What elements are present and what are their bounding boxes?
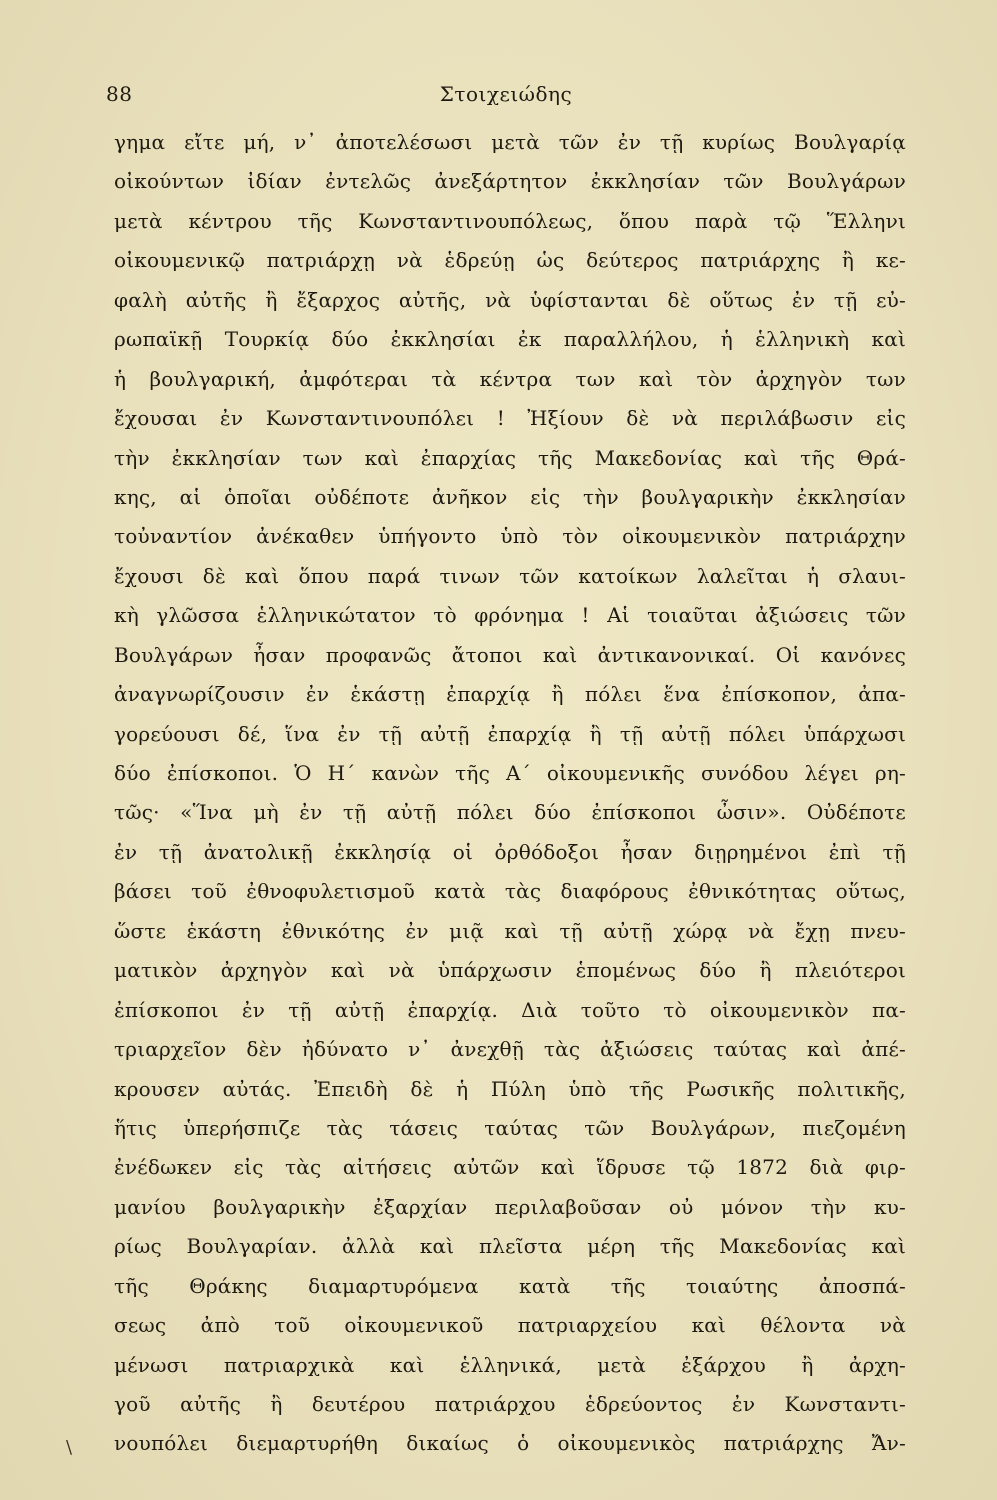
text-line: βάσει τοῦ ἐθνοφυλετισμοῦ κατὰ τὰς διαφόρους ἐθνικότητας οὕτως, <box>114 879 906 904</box>
text-line: τοὐναντίον ἀνέκαθεν ὑπήγοντο ὑπὸ τὸν οἰκουμενικὸν πατριάρχην <box>114 524 906 549</box>
text-line: Βουλγάρων ἦσαν προφανῶς ἄτοποι καὶ ἀντικανονικαί. Οἱ κανόνες <box>114 642 906 667</box>
text-line: ἔχουσι δὲ καὶ ὅπου παρά τινων τῶν κατοίκων λαλεῖται ἡ σλαυι- <box>114 563 906 588</box>
text-line: ἐν τῇ ἀνατολικῇ ἐκκλησίᾳ οἱ ὀρθόδοξοι ἦσαν διῃρημένοι ἐπὶ τῇ <box>114 839 906 864</box>
text-line: ρωπαϊκῇ Τουρκίᾳ δύο ἐκκλησίαι ἐκ παραλλήλου, ἡ ἑλληνικὴ καὶ <box>114 327 906 352</box>
text-line: τῆς Θράκης διαμαρτυρόμενα κατὰ τῆς τοιαύτης ἀποσπά- <box>114 1273 906 1298</box>
text-line: γημα εἴτε μή, ν᾽ ἀποτελέσωσι μετὰ τῶν ἐν τῇ κυρίως Βουλγαρίᾳ <box>114 130 906 154</box>
text-line: γοῦ αὐτῆς ἢ δευτέρου πατριάρχου ἑδρεύοντος ἐν Κωνσταντι- <box>114 1392 906 1416</box>
text-line: ὥστε ἑκάστη ἐθνικότης ἐν μιᾷ καὶ τῇ αὐτῇ χώρᾳ νὰ ἔχῃ πνευ- <box>114 918 906 943</box>
page-header <box>106 82 906 112</box>
running-title: Στοιχειώδης <box>439 82 573 106</box>
text-line: σεως ἀπὸ τοῦ οἰκουμενικοῦ πατριαρχείου καὶ θέλοντα νὰ <box>114 1313 906 1338</box>
text-line: οἰκούντων ἰδίαν ἐντελῶς ἀνεξάρτητον ἐκκλησίαν τῶν Βουλγάρων <box>114 169 906 194</box>
text-line: ἔχουσαι ἐν Κωνσταντινουπόλει ! Ἠξίουν δὲ νὰ περιλάβωσιν εἰς <box>114 406 906 431</box>
body-text <box>114 123 906 1464</box>
text-line: ἐνέδωκεν εἰς τὰς αἰτήσεις αὐτῶν καὶ ἵδρυσε τῷ 1872 διὰ φιρ- <box>114 1155 906 1180</box>
text-line: οἰκουμενικῷ πατριάρχῃ νὰ ἑδρεύῃ ὡς δεύτερος πατριάρχης ἢ κε- <box>114 248 906 273</box>
text-line: μένωσι πατριαρχικὰ καὶ ἑλληνικά, μετὰ ἐξάρχου ἢ ἀρχη- <box>114 1352 906 1377</box>
text-line: ἥτις ὑπερήσπιζε τὰς τάσεις ταύτας τῶν Βουλγάρων, πιεζομένη <box>114 1115 906 1140</box>
text-line: δύο ἐπίσκοποι. Ὁ Η΄ κανὼν τῆς Α΄ οἰκουμενικῆς συνόδου λέγει ρη- <box>114 761 906 785</box>
text-line: νουπόλει διεμαρτυρήθη δικαίως ὁ οἰκουμενικὸς πατριάρχης Ἄν- <box>114 1431 906 1456</box>
text-line: ἀναγνωρίζουσιν ἐν ἑκάστῃ ἐπαρχίᾳ ἢ πόλει ἕνα ἐπίσκοπον, ἀπα- <box>114 682 906 707</box>
text-line: φαλὴ αὐτῆς ἢ ἔξαρχος αὐτῆς, νὰ ὑφίστανται δὲ οὕτως ἐν τῇ εὐ- <box>114 287 906 312</box>
text-line: τῶς· «Ἵνα μὴ ἐν τῇ αὐτῇ πόλει δύο ἐπίσκοποι ὦσιν». Οὐδέποτε <box>114 800 906 825</box>
text-line: μετὰ κέντρου τῆς Κωνσταντινουπόλεως, ὅπου παρὰ τῷ Ἕλληνι <box>114 208 906 233</box>
text-line: ματικὸν ἀρχηγὸν καὶ νὰ ὑπάρχωσιν ἑπομένως δύο ἢ πλειότεροι <box>114 958 906 983</box>
text-line: κρουσεν αὐτάς. Ἐπειδὴ δὲ ἡ Πύλη ὑπὸ τῆς Ρωσικῆς πολιτικῆς, <box>114 1076 906 1101</box>
text-line: γορεύουσι δέ, ἵνα ἐν τῇ αὐτῇ ἐπαρχίᾳ ἢ τῇ αὐτῇ πόλει ὑπάρχωσι <box>114 721 906 746</box>
text-line: τριαρχεῖον δὲν ἠδύνατο ν᾽ ἀνεχθῇ τὰς ἀξιώσεις ταύτας καὶ ἀπέ- <box>114 1037 906 1062</box>
page-number: 88 <box>106 82 133 106</box>
text-line: κης, αἱ ὁποῖαι οὐδέποτε ἀνῆκον εἰς τὴν βουλγαρικὴν ἐκκλησίαν <box>114 484 906 509</box>
text-line: κὴ γλῶσσα ἑλληνικώτατον τὸ φρόνημα ! Αἱ τοιαῦται ἀξιώσεις τῶν <box>114 603 906 628</box>
text-line: ρίως Βουλγαρίαν. ἀλλὰ καὶ πλεῖστα μέρη τῆς Μακεδονίας καὶ <box>114 1234 906 1259</box>
text-line: ἐπίσκοποι ἐν τῇ αὐτῇ ἐπαρχίᾳ. Διὰ τοῦτο τὸ οἰκουμενικὸν πα- <box>114 997 906 1022</box>
text-line: τὴν ἐκκλησίαν των καὶ ἐπαρχίας τῆς Μακεδονίας καὶ τῆς Θρά- <box>114 445 906 470</box>
margin-mark: \ <box>66 1437 73 1458</box>
text-line: μανίου βουλγαρικὴν ἐξαρχίαν περιλαβοῦσαν οὐ μόνον τὴν κυ- <box>114 1194 906 1219</box>
text-line: ἡ βουλγαρική, ἀμφότεραι τὰ κέντρα των καὶ τὸν ἀρχηγὸν των <box>114 366 906 391</box>
